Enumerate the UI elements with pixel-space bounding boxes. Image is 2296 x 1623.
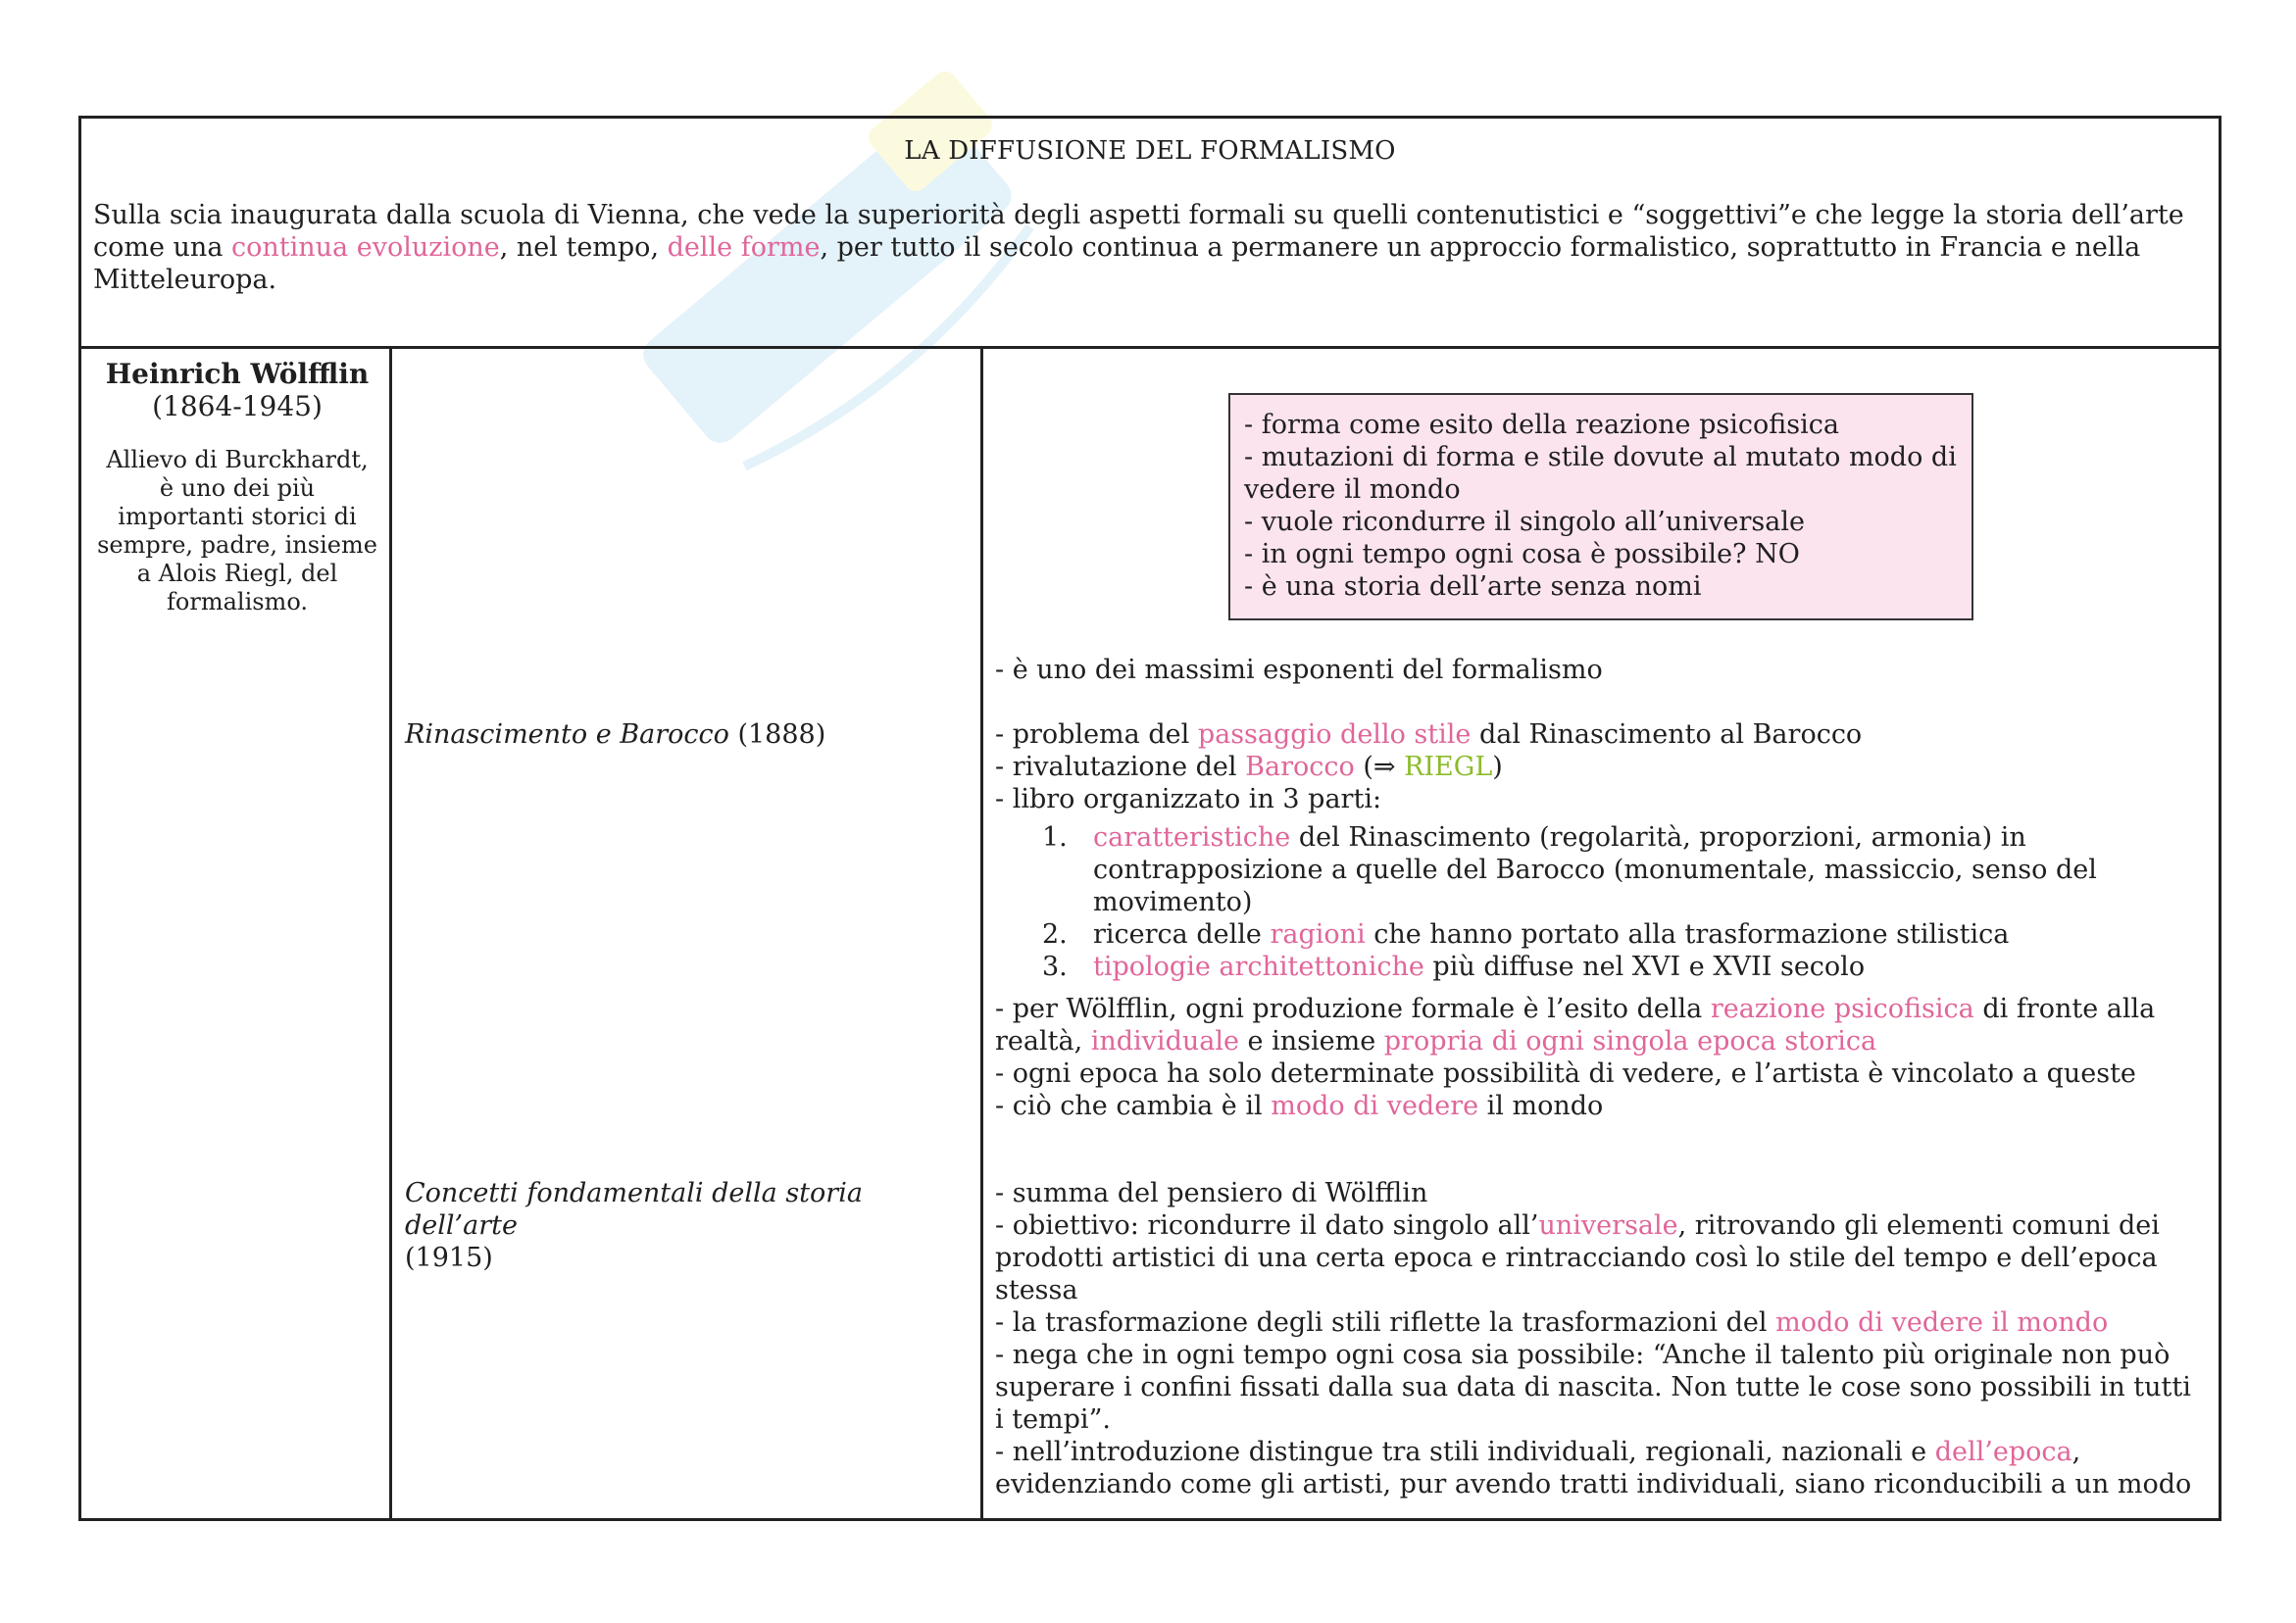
list-item	[995, 821, 2201, 918]
note-text: e insieme	[1238, 1026, 1384, 1057]
note-text: , evidenziando come gli artisti, pur avendo tratti individuali, siano riconducibili a un modo	[995, 1437, 2192, 1500]
list-number: 2.	[1042, 919, 1068, 950]
list-number: 1.	[1042, 822, 1068, 853]
summary-line: - è una storia dell’arte senza nomi	[1244, 571, 1702, 602]
column-divider-1	[389, 346, 392, 1518]
notes-work-1	[995, 718, 2201, 1122]
highlight-continua-evoluzione: continua evoluzione	[231, 232, 500, 263]
work-year: (1888)	[728, 719, 826, 750]
note-line: - summa del pensiero di Wölfflin	[995, 1178, 1428, 1208]
parts-list	[995, 821, 2201, 983]
note-line	[995, 751, 2201, 783]
highlight-text: passaggio dello stile	[1197, 719, 1472, 750]
note-line: - libro organizzato in 3 parti:	[995, 784, 1382, 814]
highlight-text: ragioni	[1270, 919, 1366, 950]
intro-text: , nel tempo,	[499, 232, 668, 263]
highlight-text: individuale	[1090, 1026, 1239, 1057]
note-text: - rivalutazione del	[995, 752, 1246, 782]
intro-text: Sulla scia inaugurata dalla scuola di Vienna, che vede la superiorità degli aspetti formali su quelli contenutistici e “soggettivi”e che legge la storia dell’arte come una	[93, 200, 2184, 263]
summary-line: - vuole ricondurre il singolo all’universale	[1244, 507, 1805, 537]
note-line	[995, 1090, 2201, 1122]
work-title-1	[405, 718, 973, 751]
column-divider-2	[980, 346, 983, 1518]
summary-line: - in ogni tempo ogni cosa è possibile? NO	[1244, 539, 1800, 569]
intro-text: , per tutto il secolo continua a permanere un approccio formalistico, soprattutto in Francia e nella Mitteleuropa.	[93, 232, 2141, 295]
note-text: (⇒	[1354, 752, 1405, 782]
highlight-delle-forme: delle forme	[667, 232, 821, 263]
note-text: - nell’introduzione distingue tra stili individuali, regionali, nazionali e	[995, 1437, 1935, 1467]
note-text: - obiettivo: ricondurre il dato singolo all’	[995, 1210, 1539, 1241]
summary-line: - forma come esito della reazione psicofisica	[1244, 410, 1839, 440]
list-item	[995, 918, 2201, 951]
highlight-text: caratteristiche	[1093, 822, 1291, 853]
intro-paragraph	[93, 199, 2195, 296]
note-text: )	[1492, 752, 1503, 782]
highlight-text: Barocco	[1245, 752, 1355, 782]
notes-work-2	[995, 1177, 2201, 1500]
notes-general	[995, 654, 2201, 686]
note-line	[995, 1209, 2201, 1306]
author-name: Heinrich Wölfflin	[105, 358, 370, 390]
highlight-text: tipologie architettoniche	[1093, 952, 1424, 982]
note-text: il mondo	[1478, 1091, 1604, 1121]
note-text: - la trasformazione degli stili riflette la trasformazioni del	[995, 1307, 1776, 1338]
work-title-2	[405, 1177, 973, 1274]
list-item	[995, 951, 2201, 983]
table-header	[81, 119, 2219, 349]
note-text: - problema del	[995, 719, 1198, 750]
content-table	[78, 116, 2221, 1521]
note-line	[995, 993, 2201, 1057]
list-number: 3.	[1042, 952, 1068, 982]
page-title: LA DIFFUSIONE DEL FORMALISMO	[904, 136, 1396, 166]
note-text: , ritrovando gli elementi comuni dei prodotti artistici di una certa epoca e rintracciando così lo stile del tempo e dell’epoca stessa	[995, 1210, 2160, 1305]
note-line: - è uno dei massimi esponenti del formalismo	[995, 655, 1603, 685]
list-text: che hanno portato alla trasformazione stilistica	[1365, 919, 2010, 950]
highlight-text: universale	[1538, 1210, 1678, 1241]
note-line	[995, 718, 2201, 751]
highlight-riegl: RIEGL	[1404, 752, 1493, 782]
author-dates: (1864-1945)	[152, 390, 323, 422]
list-text: più diffuse nel XVI e XVII secolo	[1423, 952, 1866, 982]
highlight-text: dell’epoca	[1934, 1437, 2072, 1467]
summary-box	[1228, 393, 1973, 620]
note-line: - nega che in ogni tempo ogni cosa sia possibile: “Anche il talento più originale non può superare i confini fissati dalla sua data di nascita. Non tutte le cose sono possibili in tutti i tempi”.	[995, 1340, 2191, 1435]
note-text: dal Rinascimento al Barocco	[1471, 719, 1863, 750]
note-line	[995, 1306, 2201, 1339]
work-title-text: Rinascimento e Barocco	[405, 719, 729, 750]
list-text: ricerca delle	[1093, 919, 1271, 950]
author-cell	[85, 358, 389, 616]
highlight-text: modo di vedere	[1271, 1091, 1479, 1121]
highlight-text: reazione psicofisica	[1710, 994, 1974, 1024]
list-text: del Rinascimento (regolarità, proporzioni, armonia) in contrapposizione a quelle del Barocco (monumentale, massiccio, senso del movimento)	[1093, 822, 2097, 917]
note-text: di fronte alla realtà,	[995, 994, 2156, 1057]
note-text: - per Wölfflin, ogni produzione formale è l’esito della	[995, 994, 1711, 1024]
author-bio: Allievo di Burckhardt, è uno dei più importanti storici di sempre, padre, insieme a Alois Riegl, del formalismo.	[97, 446, 377, 615]
highlight-text: propria di ogni singola epoca storica	[1383, 1026, 1877, 1057]
work-title-text: Concetti fondamentali della storia dell’arte	[405, 1178, 863, 1241]
work-year: (1915)	[405, 1243, 493, 1273]
highlight-text: modo di vedere il mondo	[1775, 1307, 2109, 1338]
note-text: - ciò che cambia è il	[995, 1091, 1272, 1121]
summary-line: - mutazioni di forma e stile dovute al mutato modo di vedere il mondo	[1244, 442, 1957, 505]
note-line: - ogni epoca ha solo determinate possibilità di vedere, e l’artista è vincolato a queste	[995, 1058, 2136, 1089]
note-line	[995, 1436, 2201, 1500]
